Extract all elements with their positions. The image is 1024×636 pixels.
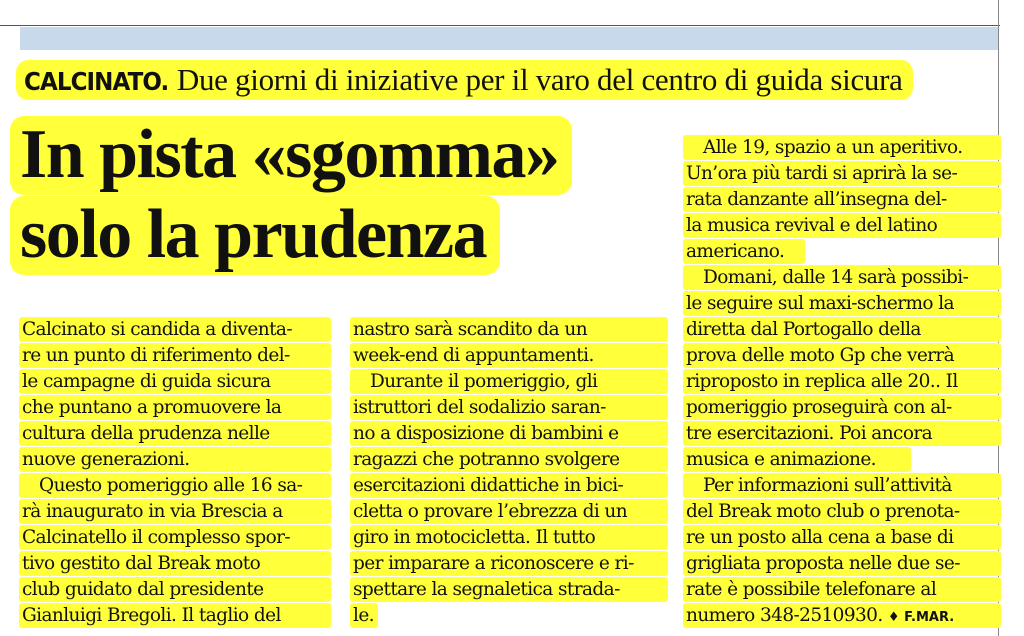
text-line: cultura della prudenza nelle xyxy=(19,421,331,446)
text-line: Questo pomeriggio alle 16 sa- xyxy=(19,473,331,498)
text-line: re un posto alla cena a base di xyxy=(683,525,1001,550)
kicker xyxy=(16,60,913,100)
text-line: spettare la segnaletica strada- xyxy=(350,577,668,602)
text-line: club guidato dal presidente xyxy=(19,577,331,602)
text-line: che puntano a promuovere la xyxy=(19,395,331,420)
text-line: Un’ora più tardi si aprirà la se- xyxy=(683,161,1001,186)
text-line: le campagne di guida sicura xyxy=(19,369,331,394)
text-line: le seguire sul maxi-schermo la xyxy=(683,291,1001,316)
text-line: esercitazioni didattiche in bici- xyxy=(350,473,668,498)
text-line: tre esercitazioni. Poi ancora xyxy=(683,421,1001,446)
article-column-3 xyxy=(683,135,1001,629)
text-line: diretta dal Portogallo della xyxy=(683,317,1001,342)
text-line: no a disposizione di bambini e xyxy=(350,421,668,446)
text-line: giro in motocicletta. Il tutto xyxy=(350,525,668,550)
headline-line-1: In pista «sgomma» xyxy=(10,116,572,195)
text-line: le. xyxy=(350,603,378,628)
article-column-2 xyxy=(350,317,668,629)
text-line: grigliata proposta nelle due se- xyxy=(683,551,1001,576)
text-line: numero 348-2510930. xyxy=(686,605,883,626)
text-line: ragazzi che potranno svolgere xyxy=(350,447,668,472)
text-line: la musica revival e del latino xyxy=(683,213,1001,238)
text-line: re un punto di riferimento del- xyxy=(19,343,331,368)
text-line: rate è possibile telefonare al xyxy=(683,577,1001,602)
last-line xyxy=(683,603,1001,628)
text-line: musica e animazione. xyxy=(683,447,911,472)
text-line: pomeriggio proseguirà con al- xyxy=(683,395,1001,420)
text-line: nuove generazioni. xyxy=(19,447,331,472)
text-line: Per informazioni sull’attività xyxy=(683,473,1001,498)
text-line: Domani, dalle 14 sarà possibi- xyxy=(683,265,1001,290)
text-line: prova delle moto Gp che verrà xyxy=(683,343,1001,368)
headline-line-2: solo la prudenza xyxy=(10,196,500,275)
kicker-subtitle: Due giorni di iniziative per il varo del centro di guida sicura xyxy=(176,62,903,97)
text-line: americano. xyxy=(683,239,805,264)
text-line: week-end di appuntamenti. xyxy=(350,343,668,368)
text-line: nastro sarà scandito da un xyxy=(350,317,668,342)
headline xyxy=(10,115,640,275)
text-line: per imparare a riconoscere e ri- xyxy=(350,551,668,576)
text-line: rà inaugurato in via Brescia a xyxy=(19,499,331,524)
text-line: del Break moto club o prenota- xyxy=(683,499,1001,524)
text-line: tivo gestito dal Break moto xyxy=(19,551,331,576)
section-bar xyxy=(20,27,998,50)
text-line: Gianluigi Bregoli. Il taglio del xyxy=(19,603,331,628)
article-column-1 xyxy=(19,317,331,629)
top-rule xyxy=(0,25,1000,26)
kicker-place: CALCINATO. xyxy=(24,67,169,96)
text-line: cletta o provare l’ebrezza di un xyxy=(350,499,668,524)
text-line: Alle 19, spazio a un aperitivo. xyxy=(683,135,1001,160)
text-line: riproposto in replica alle 20.. Il xyxy=(683,369,1001,394)
text-line: Calcinatello il complesso spor- xyxy=(19,525,331,550)
text-line: Durante il pomeriggio, gli xyxy=(350,369,668,394)
text-line: istruttori del sodalizio saran- xyxy=(350,395,668,420)
text-line: rata danzante all’insegna del- xyxy=(683,187,1001,212)
author-signature: ♦ F.MAR. xyxy=(887,610,955,625)
text-line: Calcinato si candida a diventa- xyxy=(19,317,331,342)
